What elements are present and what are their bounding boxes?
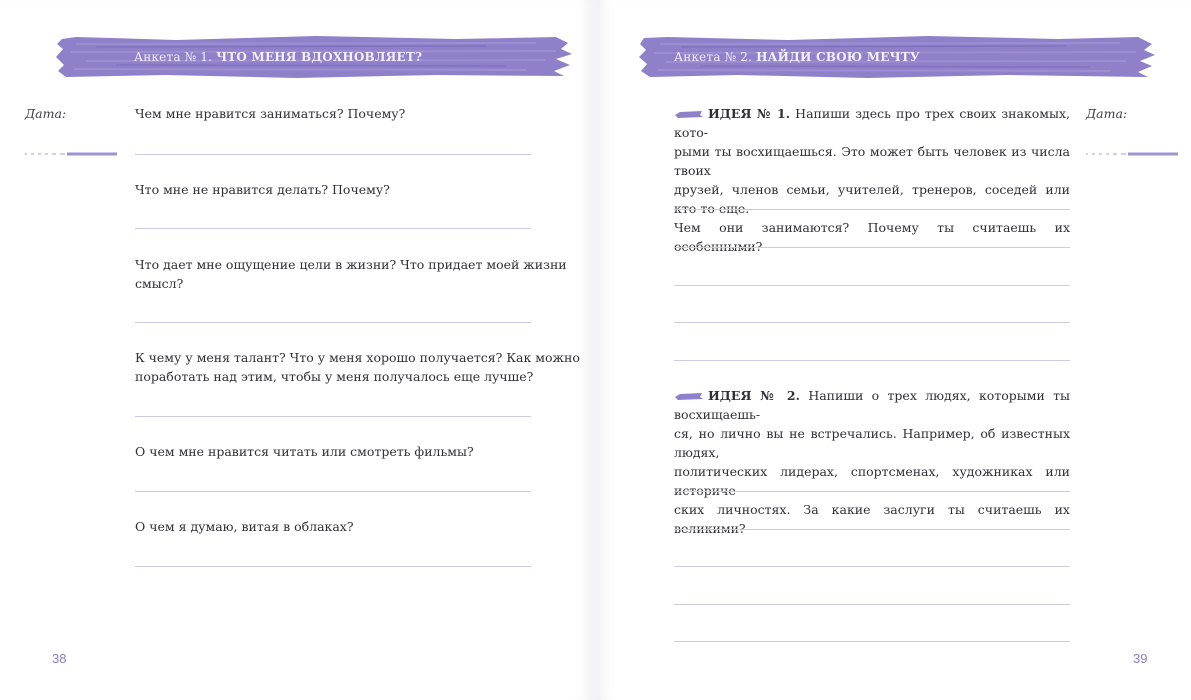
answer-line[interactable] xyxy=(674,566,1070,567)
date-brush-line xyxy=(25,152,117,156)
question-4: К чему у меня талант? Что у меня хорошо получается? Как можно поработать над этим, чтобы у меня получалось еще лучше? xyxy=(135,350,580,384)
left-page xyxy=(0,0,592,700)
left-banner xyxy=(56,35,574,79)
answer-line[interactable] xyxy=(135,322,531,323)
right-page xyxy=(598,0,1191,700)
banner-title xyxy=(134,50,422,64)
banner-title-main: НАЙДИ СВОЮ МЕЧТУ xyxy=(756,50,920,64)
brush-bullet-icon xyxy=(674,109,704,119)
right-banner xyxy=(638,35,1156,79)
idea-1-text: ИДЕЯ № 1. Напиши здесь про трех своих знакомых, кото- рыми ты восхищаешься. Это может быть человек из числа твоих друзей, членов семьи, учителей, тренеров, соседей или кто-то еще. Чем они занимаются? Почему ты считаешь их особенными? xyxy=(674,106,1070,254)
question-6: О чем я думаю, витая в облаках? xyxy=(135,519,354,534)
brush-bullet-icon xyxy=(674,391,704,401)
question-5: О чем мне нравится читать или смотреть фильмы? xyxy=(135,444,474,459)
banner-title-prefix: Анкета № 2. xyxy=(674,50,753,64)
date-label: Дата: xyxy=(25,106,67,121)
question-1: Чем мне нравится заниматься? Почему? xyxy=(135,106,406,121)
date-label: Дата: xyxy=(1086,106,1128,121)
answer-line[interactable] xyxy=(674,604,1070,605)
answer-line[interactable] xyxy=(135,416,531,417)
answer-line[interactable] xyxy=(135,154,531,155)
idea-2-text: ИДЕЯ № 2. Напиши о трех людях, которыми ты восхищаешь- ся, но лично вы не встречались. Например, об известных людях, политических лидерах, спортсменах, художниках или историче- ских личностях. За какие заслуги ты считаешь их великими? xyxy=(674,388,1070,536)
answer-line[interactable] xyxy=(674,529,1070,530)
banner-title-prefix: Анкета № 1. xyxy=(134,50,213,64)
answer-line[interactable] xyxy=(135,228,531,229)
page-number: 38 xyxy=(52,651,67,666)
answer-line[interactable] xyxy=(674,285,1070,286)
answer-line[interactable] xyxy=(135,491,531,492)
idea-1-label: ИДЕЯ № 1. xyxy=(708,106,791,121)
answer-line[interactable] xyxy=(674,491,1070,492)
date-brush-line xyxy=(1086,152,1178,156)
answer-line[interactable] xyxy=(674,209,1070,210)
question-2: Что мне не нравится делать? Почему? xyxy=(135,182,390,197)
page-number: 39 xyxy=(1133,651,1148,666)
answer-line[interactable] xyxy=(135,566,531,567)
answer-line[interactable] xyxy=(674,360,1070,361)
answer-line[interactable] xyxy=(674,247,1070,248)
banner-title-main: ЧТО МЕНЯ ВДОХНОВЛЯЕТ? xyxy=(216,50,423,64)
answer-line[interactable] xyxy=(674,322,1070,323)
answer-line[interactable] xyxy=(674,641,1070,642)
idea-2-label: ИДЕЯ № 2. xyxy=(708,388,800,403)
banner-title xyxy=(674,50,920,64)
question-3: Что дает мне ощущение цели в жизни? Что придает моей жизни смысл? xyxy=(135,257,567,291)
